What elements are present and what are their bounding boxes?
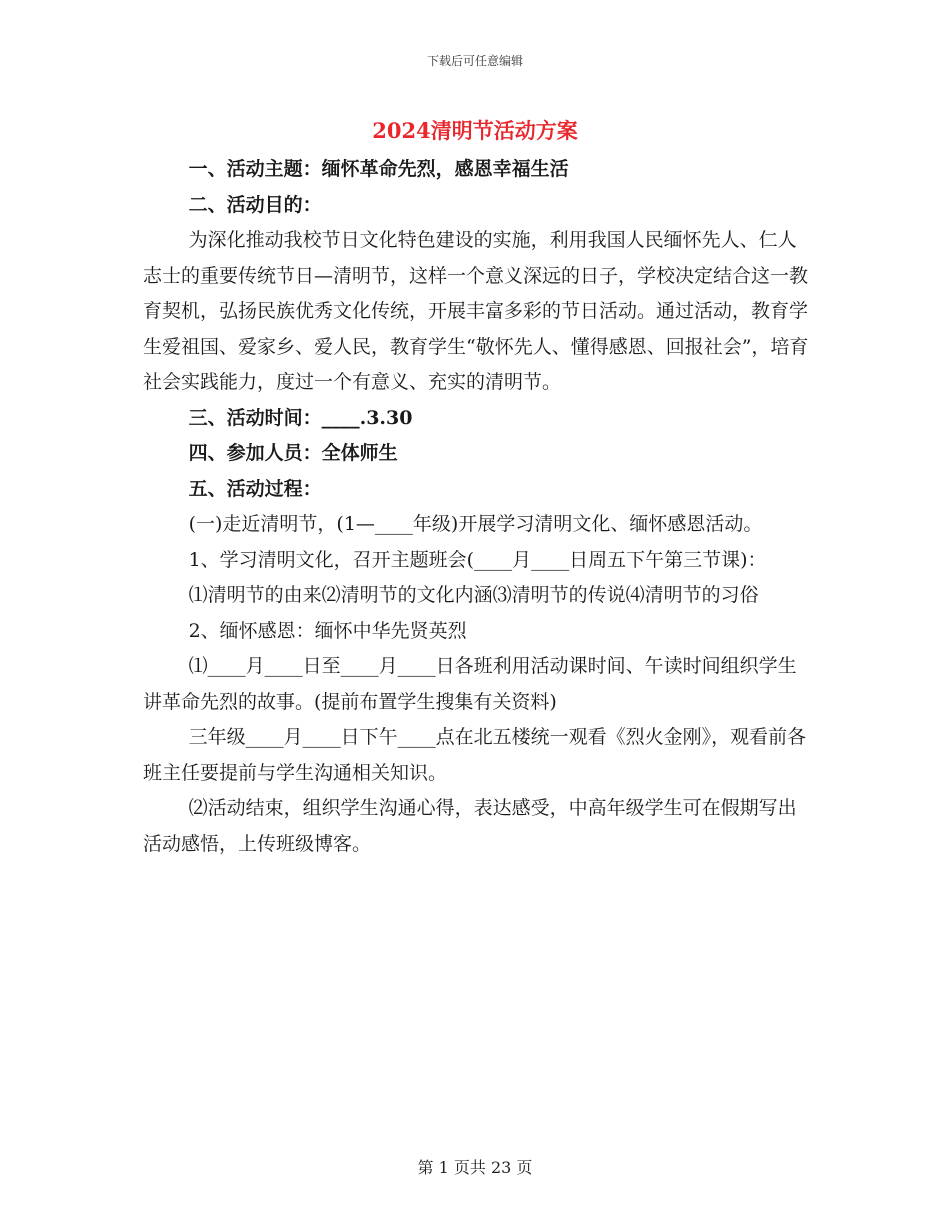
process-item-2-2: ⑵活动结束，组织学生沟通心得，表达感受，中高年级学生可在假期写出活动感悟，上传班级博客。 <box>143 797 797 855</box>
header-note: 下载后可任意编辑 <box>426 54 523 68</box>
section-purpose-body: 为深化推动我校节日文化特色建设的实施，利用我国人民缅怀先人、仁人志士的重要传统节日—清明节，这样一个意义深远的日子，学校决定结合这一教育契机，弘扬民族优秀文化传统，开展丰富多彩的节日活动。通过活动，教育学生爱祖国、爱家乡、爱人民，教育学生“敬怀先人、懂得感恩、回报社会”，培育社会实践能力，度过一个有意义、充实的清明节。 <box>143 229 809 393</box>
process-item-2: 2、缅怀感恩：缅怀中华先贤英烈 <box>188 619 467 642</box>
section-purpose-heading: 二、活动目的： <box>188 193 322 216</box>
process-item-1-list: ⑴清明节的由来⑵清明节的文化内涵⑶清明节的传说⑷清明节的习俗 <box>188 584 759 606</box>
process-item-2-1: ⑴____月____日至____月____日各班利用活动课时间、午读时间组织学生讲革命先烈的故事。(提前布置学生搜集有关资料) <box>143 655 797 713</box>
process-part-1: (一)走近清明节，(1—____年级)开展学习清明文化、缅怀感恩活动。 <box>188 513 763 535</box>
process-item-2-grade3: 三年级____月____日下午____点在北五楼统一观看《烈火金刚》，观看前各班主任要提前与学生沟通相关知识。 <box>143 726 807 784</box>
section-time: 三、活动时间：____.3.30 <box>188 406 413 429</box>
document-title: 2024清明节活动方案 <box>372 118 578 143</box>
process-item-1: 1、学习清明文化，召开主题班会(____月____日周五下午第三节课)： <box>188 548 767 571</box>
page-footer: 第 1 页共 23 页 <box>417 1158 533 1177</box>
section-participants: 四、参加人员：全体师生 <box>188 442 398 464</box>
section-process-heading: 五、活动过程： <box>188 477 322 500</box>
section-theme: 一、活动主题：缅怀革命先烈，感恩幸福生活 <box>188 158 569 180</box>
document-body <box>143 152 811 862</box>
